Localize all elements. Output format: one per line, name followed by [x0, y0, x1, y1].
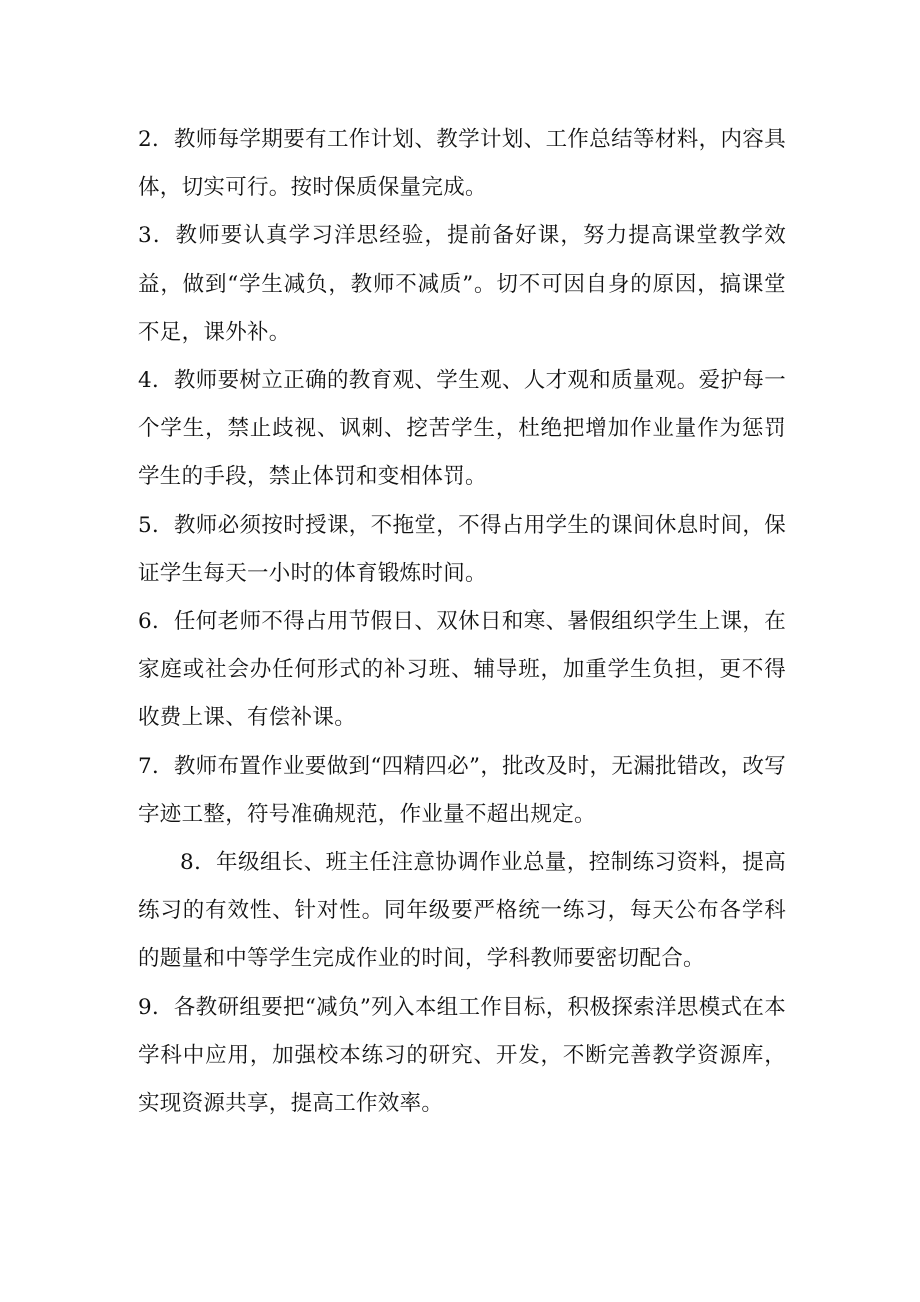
- paragraph-item-3: 3．教师要认真学习洋思经验，提前备好课，努力提高课堂教学效益，做到“学生减负，教师不减质”。切不可因自身的原因，搞课堂不足，课外补。: [138, 223, 786, 345]
- paragraph-item-2: 2．教师每学期要有工作计划、教学计划、工作总结等材料，内容具体，切实可行。按时保质保量完成。: [138, 127, 786, 201]
- paragraph-item-7: 7．教师布置作业要做到“四精四必”，批改及时，无漏批错改，改写字迹工整，符号准确规范，作业量不超出规定。: [138, 753, 786, 827]
- paragraph-item-5: 5．教师必须按时授课，不拖堂，不得占用学生的课间休息时间，保证学生每天一小时的体育锻炼时间。: [138, 512, 786, 586]
- paragraph-item-9: 9．各教研组要把“减负”列入本组工作目标，积极探索洋思模式在本学科中应用，加强校本练习的研究、开发，不断完善教学资源库，实现资源共享，提高工作效率。: [138, 994, 786, 1117]
- document-body: [138, 116, 786, 1128]
- paragraph-item-8: 8．年级组长、班主任注意协调作业总量，控制练习资料，提高练习的有效性、针对性。同年级要严格统一练习，每天公布各学科的题量和中等学生完成作业的时间，学科教师要密切配合。: [138, 850, 786, 972]
- paragraph-item-6: 6．任何老师不得占用节假日、双休日和寒、暑假组织学生上课，在家庭或社会办任何形式的补习班、辅导班，加重学生负担，更不得收费上课、有偿补课。: [138, 609, 786, 731]
- paragraph-item-4: 4．教师要树立正确的教育观、学生观、人才观和质量观。爱护每一个学生，禁止歧视、讽刺、挖苦学生，杜绝把增加作业量作为惩罚学生的手段，禁止体罚和变相体罚。: [138, 368, 786, 490]
